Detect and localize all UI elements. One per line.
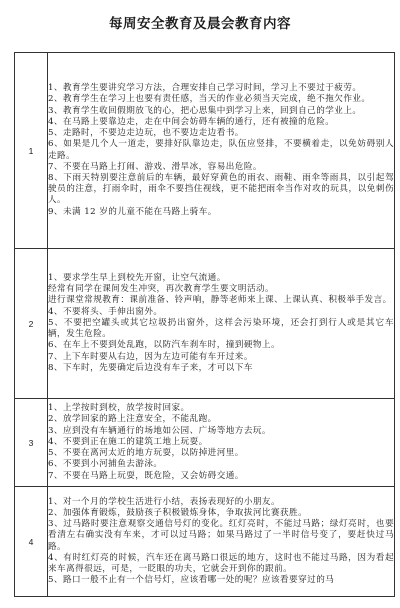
list-item: 5、走路时，不要边走边玩，也不要边走边看书。 <box>48 128 244 139</box>
list-item: 8、下车时，先要确定后边没有车子来，才可以下车 <box>48 362 253 373</box>
table-row <box>15 487 395 597</box>
list-item: 3、过马路时要注意观察交通信号灯的变化。红灯亮时，不能过马路；绿灯亮时，也要看清左右确实没有车来，才可以过马路；如果马路过了一半时信号变了，要赶快过马路。 <box>48 519 394 552</box>
row-number: 4 <box>15 487 48 597</box>
row-number: 2 <box>15 249 48 399</box>
row-number: 1 <box>15 53 48 249</box>
list-item: 1、要求学生早上到校先开窗，让空气流通。 <box>48 273 226 284</box>
list-item: 4、不要到正在施工的建筑工地上玩耍。 <box>48 436 208 447</box>
list-item: 6、如果是几个人一道走，要排好队靠边走，队伍应竖排，不要横着走，以免妨碍别人走路。 <box>48 139 394 161</box>
table-row <box>15 53 395 249</box>
list-item: 3、教育学生收回假期放飞的心，把心思集中到学习上来，回到自己的学业上。 <box>48 105 362 116</box>
row-number: 3 <box>15 399 48 487</box>
list-item: 6、不要到小河捕鱼去游泳。 <box>48 459 163 470</box>
list-item: 7、不要在马路上玩耍，既危险，又会妨碍交通。 <box>48 470 244 481</box>
list-item: 7、上下车时要从右边，因为左边可能有车开过来。 <box>48 351 253 362</box>
list-item: 9、未满 12 岁的儿童不能在马路上骑车。 <box>48 206 217 217</box>
list-item: 1、教育学生要讲究学习方法，合理安排自己学习时间，学习上不要过于疲劳。 <box>48 83 362 94</box>
list-item: 5、不要在离河太近的地方玩耍，以防掉进河里。 <box>48 448 244 459</box>
list-item: 8、下雨天特别要注意前后的车辆，最好穿黄色的雨衣、雨鞋、雨伞等雨具，以引起驾驶员的注意，打雨伞时，雨伞不要挡住视线，更不能把雨伞当作对攻的玩具，以免刺伤人。 <box>48 172 394 206</box>
list-item: 1、对一个月的学校生活进行小结，表扬表现好的小朋友。 <box>48 496 281 507</box>
list-item: 4、有时红灯亮的时候，汽车还在离马路口很远的地方，这时也不能过马路，因为看起来车离得很远，可是，一眨眼的功夫，它就会开到你的跟前。 <box>48 552 394 574</box>
row-content <box>48 487 395 597</box>
content-table <box>14 52 395 597</box>
list-item: 2、加强体育锻炼，鼓励孩子积极锻炼身体，争取拔河比赛获胜。 <box>48 507 308 518</box>
list-item: 1、上学按时到校，放学按时回家。 <box>48 403 190 414</box>
list-item: 5、不要把空罐头或其它垃圾扔出窗外，这样会污染环境，还会打到行人或是其它车辆，发生危险。 <box>48 317 394 340</box>
list-item: 5、路口一般不止有一个信号灯，应该看哪一处的呢？应该看要穿过的马 <box>48 575 335 586</box>
row-content <box>48 399 395 487</box>
table-row <box>15 249 395 399</box>
row-content <box>48 53 395 249</box>
list-item: 6、在车上不要到处乱跑，以防汽车刹车时，撞到硬物上。 <box>48 340 281 351</box>
list-item: 4、不要将头、手伸出窗外。 <box>48 306 163 317</box>
row-content <box>48 249 395 399</box>
list-item: 进行课堂常规教育：课前准备、铃声响，静等老师来上课、上课认真、积极举手发言。 <box>48 295 392 306</box>
list-item: 经常有同学在课间发生冲突，再次教育学生要文明活动。 <box>48 284 275 295</box>
list-item: 3、应到没有车辆通行的场地如公园、广场等地方去玩。 <box>48 425 271 436</box>
list-item: 7、不要在马路上打闹、游戏、滑旱冰，容易出危险。 <box>48 161 262 172</box>
page-title: 每周安全教育及晨会教育内容 <box>109 16 291 32</box>
table-row <box>15 399 395 487</box>
list-item: 2、教育学生在学习上也要有责任感，当天的作业必须当天完成，绝不拖欠作业。 <box>48 94 371 105</box>
list-item: 4、在马路上要靠边走，走在中间会妨碍车辆的通行，还有被撞的危险。 <box>48 116 335 127</box>
list-item: 2、放学回家的路上注意安全，不能乱跑。 <box>48 414 217 425</box>
